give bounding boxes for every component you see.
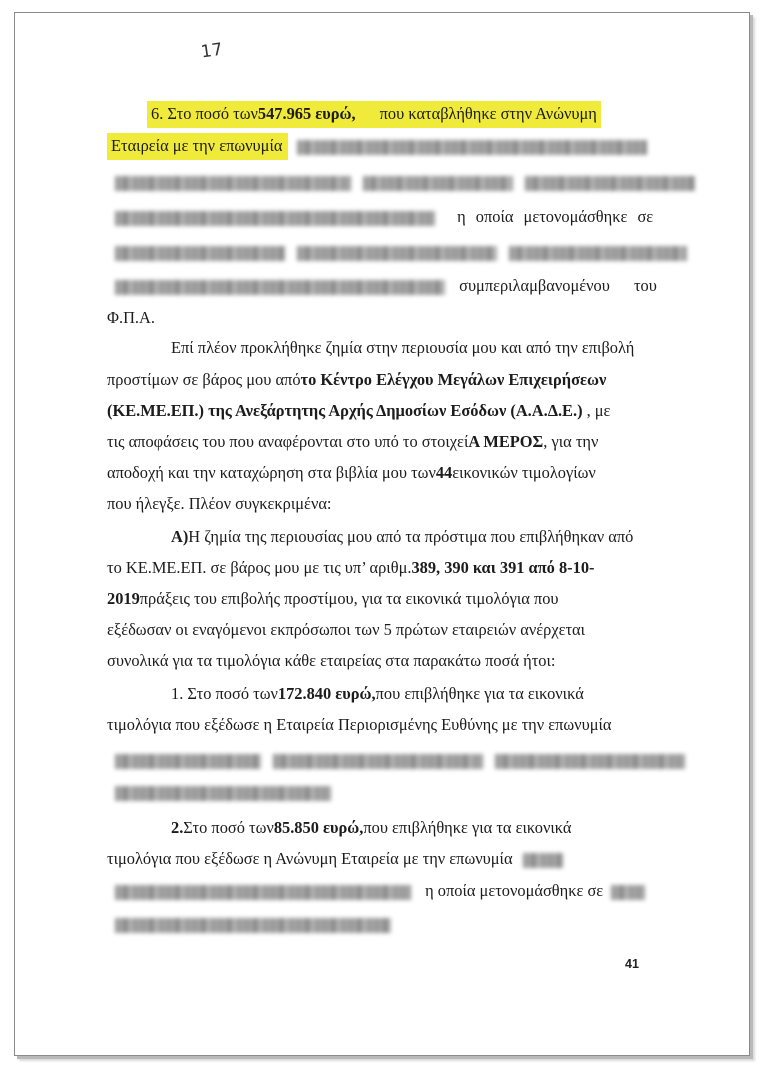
sectionA-line5 — [107, 650, 555, 672]
redacted-text — [115, 754, 261, 769]
redacted-text — [115, 246, 285, 261]
redacted-text — [363, 176, 513, 191]
invoice-count: 44 — [435, 463, 453, 482]
redacted-text — [115, 885, 411, 900]
sectionA-line2 — [107, 557, 594, 579]
item1-line2 — [107, 714, 612, 736]
para-text: Επί πλέον προκλήθηκε ζημία στην περιουσία μου και από την επιβολή — [171, 338, 635, 357]
redacted-text — [273, 754, 483, 769]
para-text: 1. Στο ποσό των — [171, 684, 278, 703]
redacted-text — [115, 176, 351, 191]
item6-line3 — [115, 171, 695, 193]
item2-number: 2. — [171, 818, 184, 837]
para-text: , με — [586, 401, 611, 420]
item6-line7 — [107, 307, 155, 329]
document-page — [14, 12, 750, 1056]
para-text: συνολικά για τα τιμολόγια κάθε εταιρείας στα παρακάτω ποσά ήτοι: — [107, 651, 556, 670]
para-text: τις αποφάσεις του που αναφέρονται στο υπό το στοιχεί — [107, 432, 469, 451]
para1-line6 — [107, 493, 332, 515]
para-text: τιμολόγια που εξέδωσε η Ανώνυμη Εταιρεία με την επωνυμία — [107, 849, 513, 868]
para-text: , για την — [543, 432, 599, 451]
redacted-company-name — [297, 140, 647, 155]
para-text: αποδοχή και την καταχώρηση στα βιβλία μου των — [107, 463, 436, 482]
renamed-text: η οποία μετονομάσθηκε σε — [457, 207, 654, 226]
item1-line1 — [171, 683, 584, 705]
para-text: προστίμων σε βάρος μου από — [107, 370, 301, 389]
item1-amount: 172.840 ευρώ, — [277, 684, 376, 703]
para-text: που επιβλήθηκε για τα εικονικά — [375, 684, 584, 703]
redacted-text — [523, 853, 563, 868]
redacted-text — [297, 246, 497, 261]
page-number: 41 — [625, 957, 639, 971]
para1-line5 — [107, 462, 596, 484]
handwritten-mark: 17 — [199, 39, 224, 63]
section-label: Α) — [171, 527, 189, 546]
redacted-text — [509, 246, 687, 261]
redacted-text — [115, 211, 435, 226]
company-label: Εταιρεία με την επωνυμία — [107, 133, 288, 160]
redacted-text — [611, 885, 645, 900]
para-text: πράξεις του επιβολής προστίμου, για τα εικονικά τιμολόγια που — [139, 589, 559, 608]
item2-line3 — [115, 880, 645, 902]
sectionA-line3 — [107, 588, 559, 610]
item6-text: 6. Στο ποσό των — [151, 104, 258, 123]
sectionA-line4 — [107, 619, 585, 641]
para-text: τιμολόγια που εξέδωσε η Εταιρεία Περιορισμένης Ευθύνης με την επωνυμία — [107, 715, 612, 734]
item2-line2 — [107, 848, 563, 870]
vat-included-text: συμπεριλαμβανομένου του — [459, 276, 657, 295]
item6-text-tail: που καταβλήθηκε στην Ανώνυμη — [379, 104, 597, 123]
para-text: που επιβλήθηκε για τα εικονικά — [363, 818, 572, 837]
item1-line4 — [115, 781, 331, 803]
redacted-text — [525, 176, 695, 191]
item2-line4 — [115, 913, 391, 935]
item6-amount: 547.965 ευρώ, — [257, 104, 356, 123]
redacted-text — [115, 786, 331, 801]
redacted-text — [115, 280, 445, 295]
authority-name: (ΚΕ.ΜΕ.ΕΠ.) της Ανεξάρτητης Αρχής Δημοσίων Εσόδων (Α.Α.Δ.Ε.) — [107, 401, 583, 420]
part-a-ref: Α ΜΕΡΟΣ — [468, 432, 544, 451]
para-text: που ήλεγξε. Πλέον συγκεκριμένα: — [107, 494, 332, 513]
item2-amount: 85.850 ευρώ, — [273, 818, 364, 837]
redacted-text — [495, 754, 685, 769]
item6-line2 — [107, 133, 647, 160]
act-year: 2019 — [107, 589, 140, 608]
item6-line1 — [147, 101, 601, 128]
redacted-text — [115, 918, 391, 933]
vat-text: Φ.Π.Α. — [107, 308, 155, 327]
para1-line4 — [107, 431, 598, 453]
renamed-text: η οποία μετονομάσθηκε σε — [425, 881, 604, 900]
para1-line2 — [107, 369, 606, 391]
para1-line1 — [171, 337, 681, 359]
item1-line3 — [115, 749, 685, 771]
para-text: Η ζημία της περιουσίας μου από τα πρόστιμα που επιβλήθηκαν από — [188, 527, 634, 546]
para-text: Στο ποσό των — [183, 818, 274, 837]
authority-name: το Κέντρο Ελέγχου Μεγάλων Επιχειρήσεων — [300, 370, 607, 389]
sectionA-line1 — [171, 526, 633, 548]
item6-line4 — [115, 206, 653, 228]
item2-line1 — [171, 817, 572, 839]
item6-line6 — [115, 275, 657, 297]
para-text: εξέδωσαν οι εναγόμενοι εκπρόσωποι των 5 πρώτων εταιρειών ανέρχεται — [107, 620, 586, 639]
act-numbers: 389, 390 και 391 από 8-10- — [411, 558, 595, 577]
para-text: εικονικών τιμολογίων — [452, 463, 596, 482]
item6-line5 — [115, 241, 687, 263]
para-text: το ΚΕ.ΜΕ.ΕΠ. σε βάρος μου με τις υπ’ αριθμ. — [107, 558, 412, 577]
para1-line3 — [107, 400, 681, 422]
